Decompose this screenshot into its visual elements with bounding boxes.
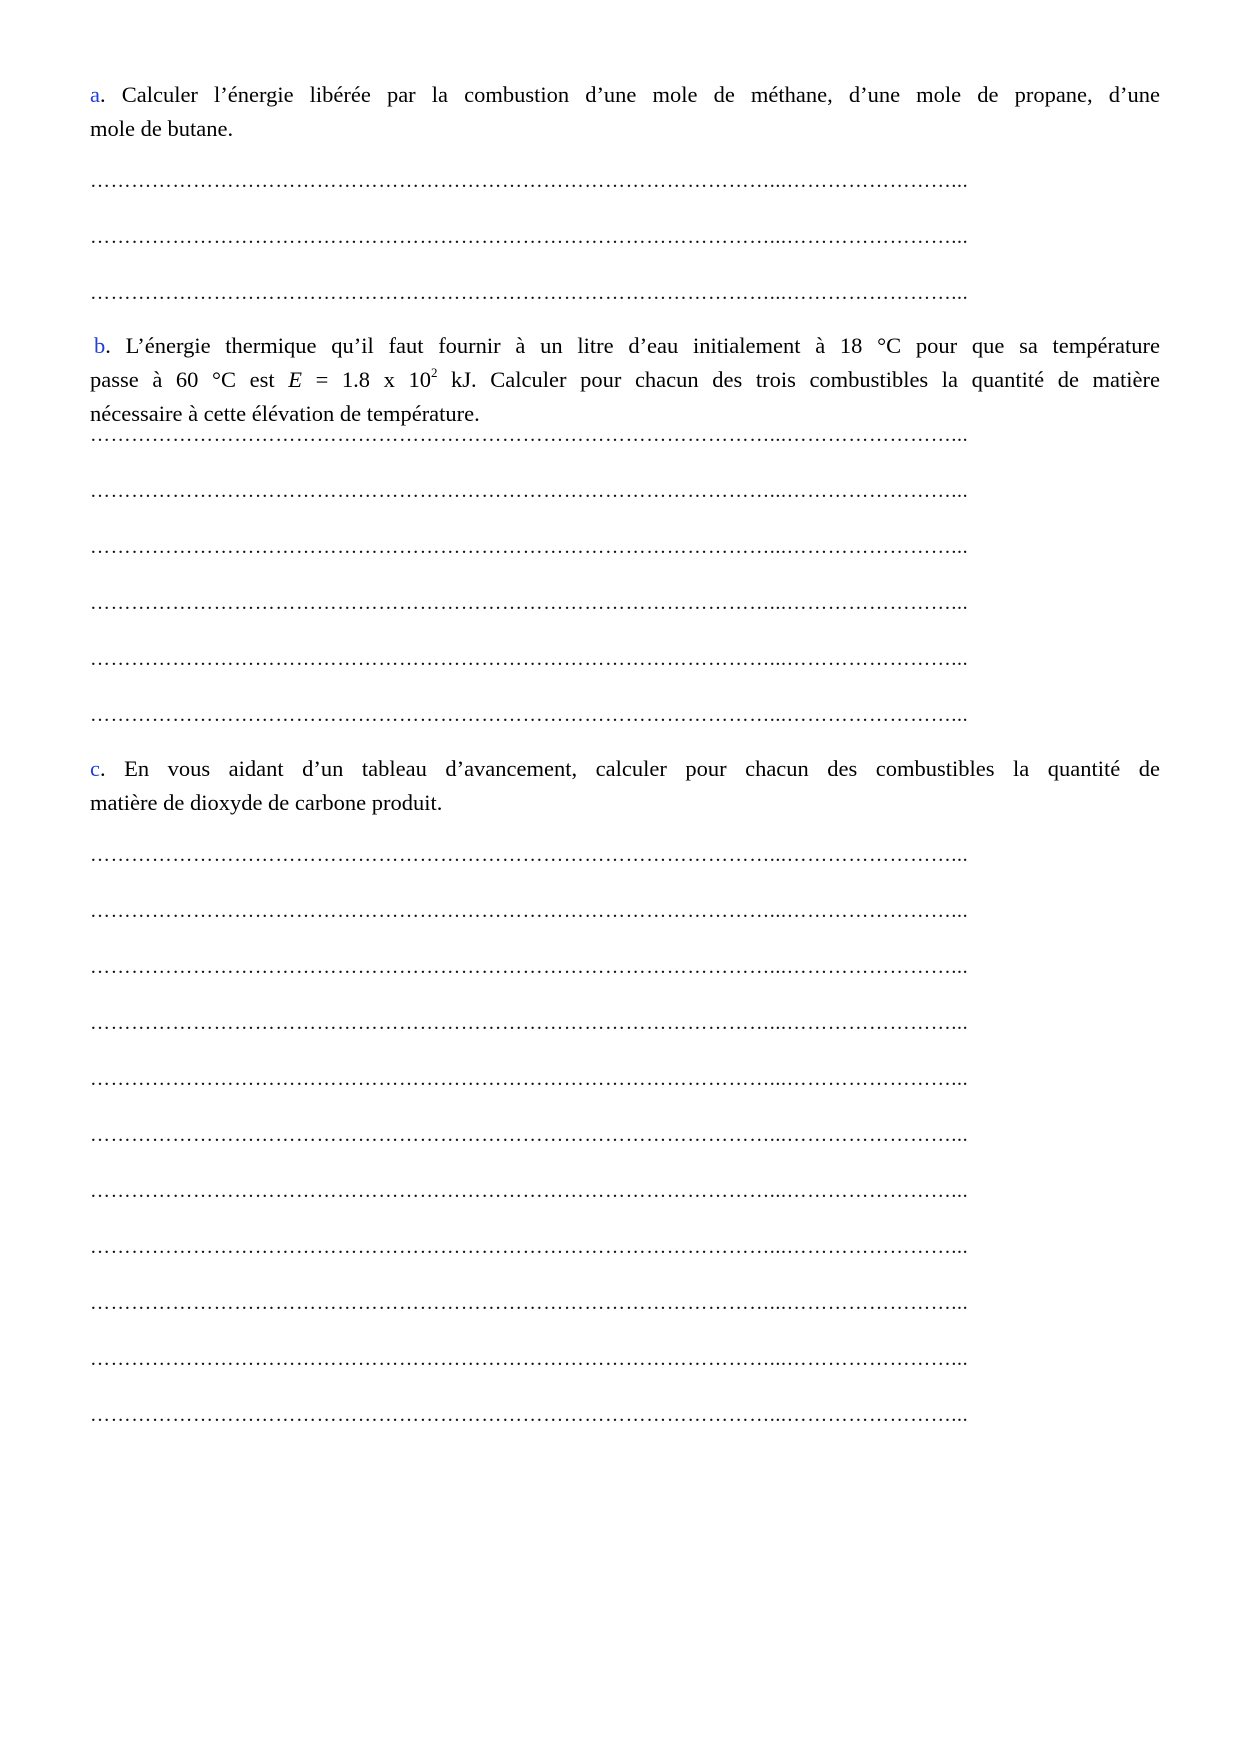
- answer-line[interactable]: ………………………………………………………………………………………...……………………...: [90, 845, 969, 865]
- answer-line[interactable]: ………………………………………………………………………………………...……………………...: [90, 1013, 969, 1033]
- answer-line[interactable]: ………………………………………………………………………………………...……………………...: [90, 283, 969, 303]
- answer-line[interactable]: ………………………………………………………………………………………...……………………...: [90, 1237, 969, 1257]
- question-a-line-2: mole de butane.: [90, 116, 234, 141]
- question-b-line-3: nécessaire à cette élévation de température.: [90, 401, 480, 426]
- answer-line[interactable]: ………………………………………………………………………………………...……………………...: [90, 901, 969, 921]
- answer-line[interactable]: ………………………………………………………………………………………...……………………...: [90, 649, 969, 669]
- answer-line[interactable]: ………………………………………………………………………………………...……………………...: [90, 1125, 969, 1145]
- question-c-line-2: matière de dioxyde de carbone produit.: [90, 790, 443, 815]
- answer-line[interactable]: ………………………………………………………………………………………...……………………...: [90, 171, 969, 191]
- question-c: [90, 752, 1160, 820]
- answer-line[interactable]: ………………………………………………………………………………………...……………………...: [90, 481, 969, 501]
- question-b-line-2: passe à 60 °C est E = 1.8 x $10^2$ kJ. Calculer pour chacun des trois combustibles la quantité de matière: [90, 364, 1160, 392]
- question-b-cont: [90, 363, 1160, 431]
- answer-line[interactable]: ………………………………………………………………………………………...……………………...: [90, 1349, 969, 1369]
- answer-line[interactable]: ………………………………………………………………………………………...……………………...: [90, 705, 969, 725]
- answer-line[interactable]: ………………………………………………………………………………………...……………………...: [90, 1293, 969, 1313]
- question-c-letter: c: [90, 756, 100, 781]
- question-b-letter: b: [94, 333, 106, 358]
- answer-line[interactable]: ………………………………………………………………………………………...……………………...: [90, 1069, 969, 1089]
- answer-line[interactable]: ………………………………………………………………………………………...……………………...: [90, 425, 969, 445]
- answer-line[interactable]: ………………………………………………………………………………………...……………………...: [90, 957, 969, 977]
- question-a: [90, 78, 1160, 146]
- question-b-line-1: b. L’énergie thermique qu’il faut fournir à un litre d’eau initialement à 18 °C pour que sa température: [94, 333, 1160, 358]
- exponent: 2: [430, 364, 438, 380]
- answer-line[interactable]: ………………………………………………………………………………………...……………………...: [90, 227, 969, 247]
- answer-line[interactable]: ………………………………………………………………………………………...……………………...: [90, 1181, 969, 1201]
- question-a-line-1: a. Calculer l’énergie libérée par la combustion d’une mole de méthane, d’une mole de propane, d’une: [90, 82, 1160, 107]
- question-c-line-1: c. En vous aidant d’un tableau d’avancement, calculer pour chacun des combustibles la quantité de: [90, 756, 1160, 781]
- answer-line[interactable]: ………………………………………………………………………………………...……………………...: [90, 1405, 969, 1425]
- energy-symbol: E: [288, 367, 302, 392]
- question-a-letter: a: [90, 82, 100, 107]
- question-b: [90, 329, 1160, 363]
- answer-line[interactable]: ………………………………………………………………………………………...……………………...: [90, 593, 969, 613]
- answer-line[interactable]: ………………………………………………………………………………………...……………………...: [90, 537, 969, 557]
